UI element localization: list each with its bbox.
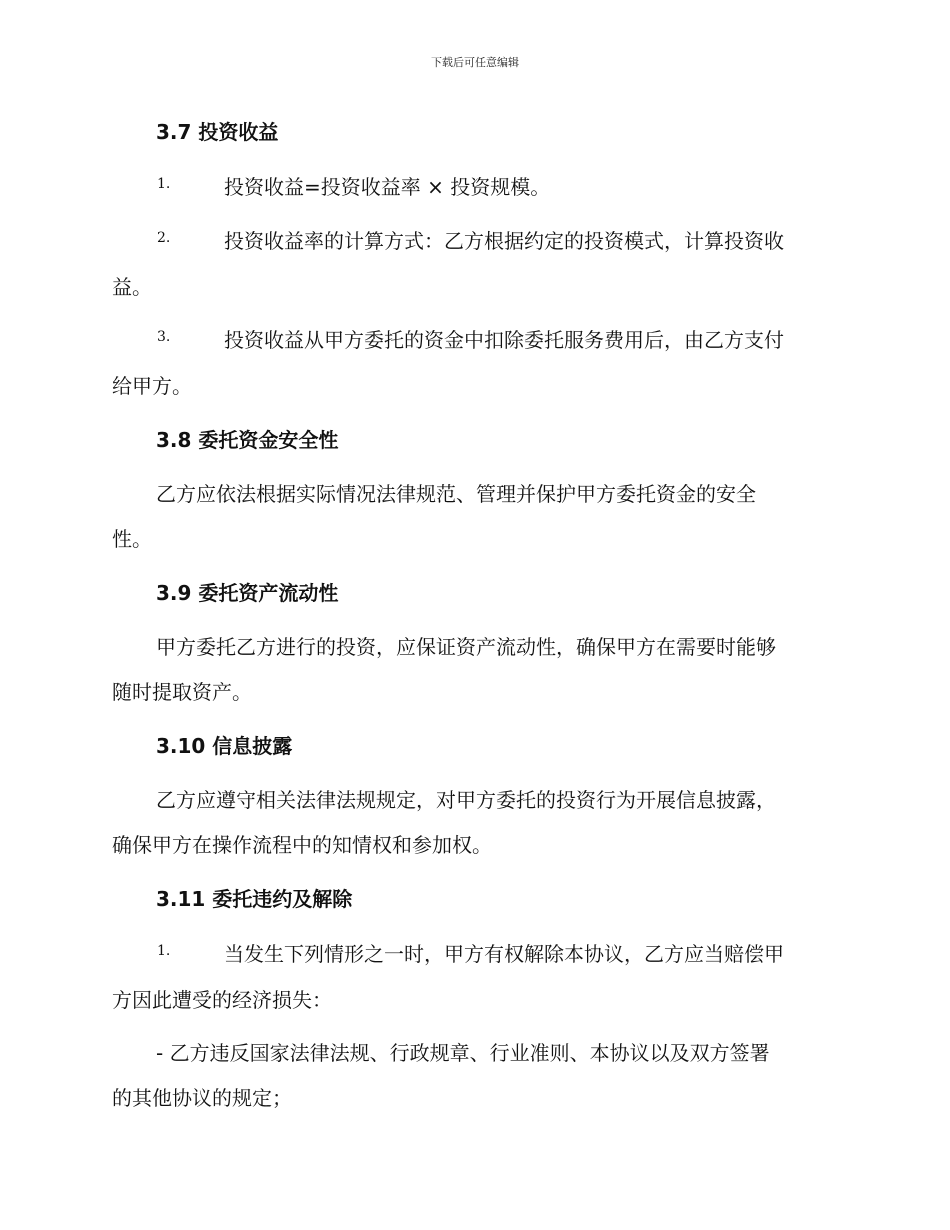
paragraph-line: 投资收益=投资收益率 × 投资规模。 xyxy=(224,175,551,199)
paragraph-line: 的其他协议的规定； xyxy=(112,1086,292,1110)
section-heading-3-8: 3.8 委托资金安全性 xyxy=(156,428,339,452)
item-number: 2. xyxy=(157,230,171,246)
paragraph-line: 随时提取资产。 xyxy=(112,680,252,704)
paragraph-line: 乙方应依法根据实际情况法律规范、管理并保护甲方委托资金的安全 xyxy=(156,482,756,506)
paragraph-line: 方因此遭受的经济损失： xyxy=(112,988,332,1012)
section-heading-3-9: 3.9 委托资产流动性 xyxy=(156,581,339,605)
bullet-line: - 乙方违反国家法律法规、行政规章、行业准则、本协议以及双方签署 xyxy=(156,1041,770,1065)
paragraph-line: 确保甲方在操作流程中的知情权和参加权。 xyxy=(112,833,492,857)
header-note: 下载后可任意编辑 xyxy=(431,56,519,69)
paragraph-line: 甲方委托乙方进行的投资，应保证资产流动性，确保甲方在需要时能够 xyxy=(156,635,776,659)
item-number: 1. xyxy=(157,176,171,192)
paragraph-line: 益。 xyxy=(112,275,152,299)
section-heading-3-11: 3.11 委托违约及解除 xyxy=(156,887,353,911)
paragraph-line: 给甲方。 xyxy=(112,374,192,398)
paragraph-line: 乙方应遵守相关法律法规规定，对甲方委托的投资行为开展信息披露， xyxy=(156,788,776,812)
item-number: 1. xyxy=(157,943,171,959)
paragraph-line: 性。 xyxy=(112,527,152,551)
section-heading-3-7: 3.7 投资收益 xyxy=(156,120,279,144)
paragraph-line: 投资收益率的计算方式：乙方根据约定的投资模式，计算投资收 xyxy=(224,229,784,253)
item-number: 3. xyxy=(157,329,171,345)
paragraph-line: 投资收益从甲方委托的资金中扣除委托服务费用后，由乙方支付 xyxy=(224,328,784,352)
section-heading-3-10: 3.10 信息披露 xyxy=(156,734,293,758)
paragraph-line: 当发生下列情形之一时，甲方有权解除本协议，乙方应当赔偿甲 xyxy=(224,942,784,966)
